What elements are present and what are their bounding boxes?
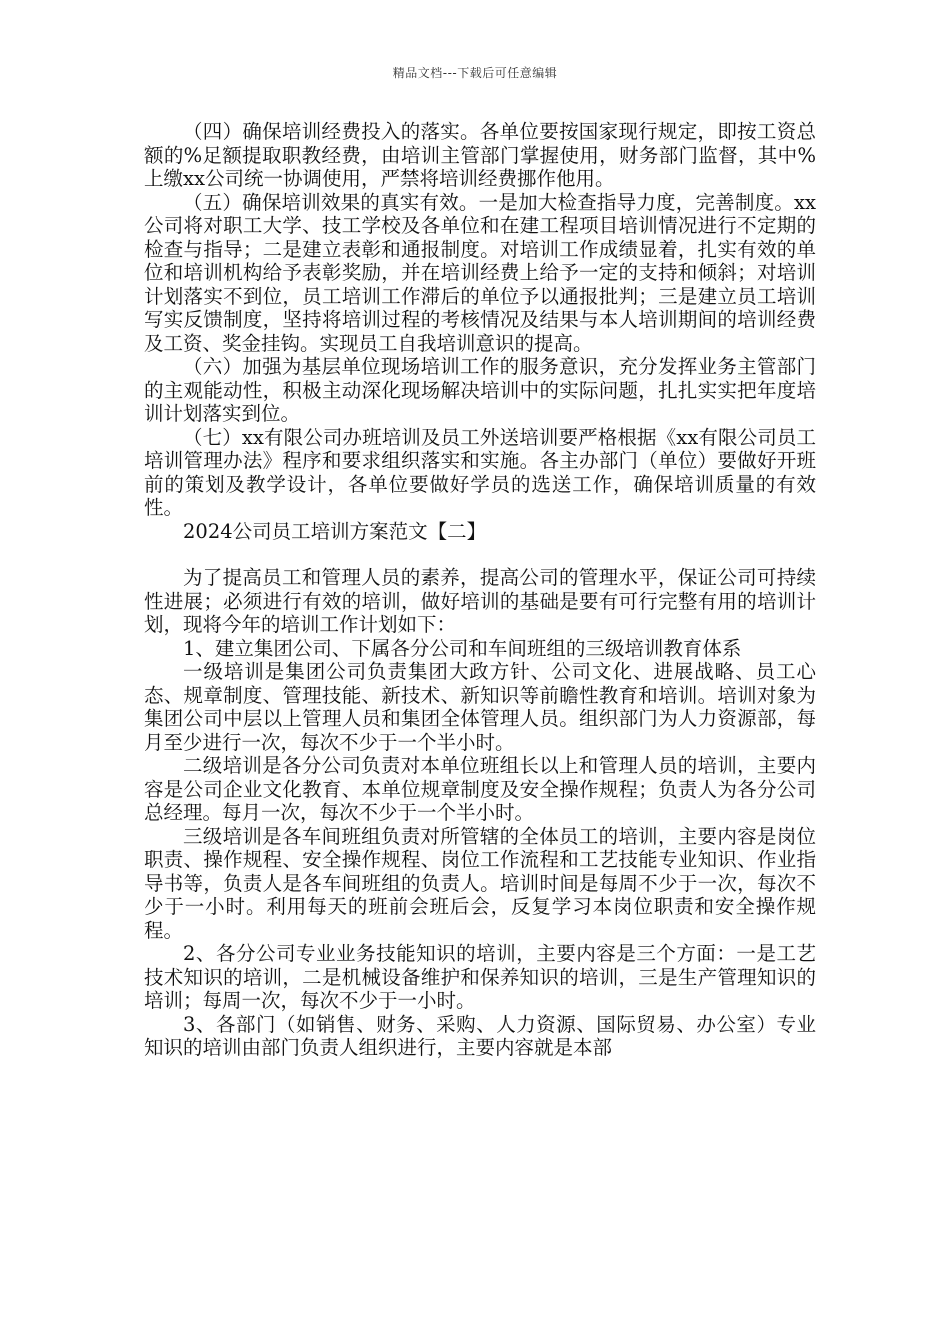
paragraph-section-4: （四）确保培训经费投入的落实。各单位要按国家现行规定，即按工资总额的%足额提取职教经费，由培训主管部门掌握使用，财务部门监督，其中%上缴xx公司统一协调使用，严禁将培训经费挪作他用。 — [144, 120, 816, 190]
paragraph-level-1: 一级培训是集团公司负责集团大政方针、公司文化、进展战略、员工心态、规章制度、管理技能、新技术、新知识等前瞻性教育和培训。培训对象为集团公司中层以上管理人员和集团全体管理人员。组织部门为人力资源部，每月至少进行一次，每次不少于一个半小时。 — [144, 660, 816, 754]
paragraph-section-6: （六）加强为基层单位现场培训工作的服务意识，充分发挥业务主管部门的主观能动性，积极主动深化现场解决培训中的实际问题，扎扎实实把年度培训计划落实到位。 — [144, 355, 816, 425]
paragraph-item-3: 3、各部门（如销售、财务、采购、人力资源、国际贸易、办公室）专业知识的培训由部门负责人组织进行，主要内容就是本部 — [144, 1012, 816, 1059]
document-body — [144, 120, 816, 1060]
blank-line — [144, 543, 816, 566]
paragraph-section-7: （七）xx有限公司办班培训及员工外送培训要严格根据《xx有限公司员工培训管理办法》程序和要求组织落实和实施。各主办部门（单位）要做好开班前的策划及教学设计，各单位要做好学员的选送工作，确保培训质量的有效性。 — [144, 425, 816, 519]
paragraph-section-5: （五）确保培训效果的真实有效。一是加大检查指导力度，完善制度。xx公司将对职工大学、技工学校及各单位和在建工程项目培训情况进行不定期的检查与指导；二是建立表彰和通报制度。对培训工作成绩显着，扎实有效的单位和培训机构给予表彰奖励，并在培训经费上给予一定的支持和倾斜；对培训计划落实不到位，员工培训工作滞后的单位予以通报批判；三是建立员工培训写实反馈制度，坚持将培训过程的考核情况及结果与本人培训期间的培训经费及工资、奖金挂钩。实现员工自我培训意识的提高。 — [144, 190, 816, 355]
paragraph-item-1: 1、建立集团公司、下属各分公司和车间班组的三级培训教育体系 — [183, 636, 742, 660]
paragraph-level-3: 三级培训是各车间班组负责对所管辖的全体员工的培训，主要内容是岗位职责、操作规程、安全操作规程、岗位工作流程和工艺技能专业知识、作业指导书等，负责人是各车间班组的负责人。培训时间是每周不少于一次，每次不少于一小时。利用每天的班前会班后会，反复学习本岗位职责和安全操作规程。 — [144, 824, 816, 942]
paragraph-item-2: 2、各分公司专业业务技能知识的培训，主要内容是三个方面：一是工艺技术知识的培训，二是机械设备维护和保养知识的培训，三是生产管理知识的培训；每周一次，每次不少于一小时。 — [144, 942, 816, 1012]
paragraph-level-2: 二级培训是各分公司负责对本单位班组长以上和管理人员的培训，主要内容是公司企业文化教育、本单位规章制度及安全操作规程；负责人为各分公司总经理。每月一次，每次不少于一个半小时。 — [144, 754, 816, 824]
section-heading: 2024公司员工培训方案范文【二】 — [183, 519, 487, 543]
page-header: 精品文档---下载后可任意编辑 — [392, 66, 558, 80]
paragraph-intro: 为了提高员工和管理人员的素养，提高公司的管理水平，保证公司可持续性进展；必须进行有效的培训，做好培训的基础是要有可行完整有用的培训计划，现将今年的培训工作计划如下： — [144, 566, 816, 636]
